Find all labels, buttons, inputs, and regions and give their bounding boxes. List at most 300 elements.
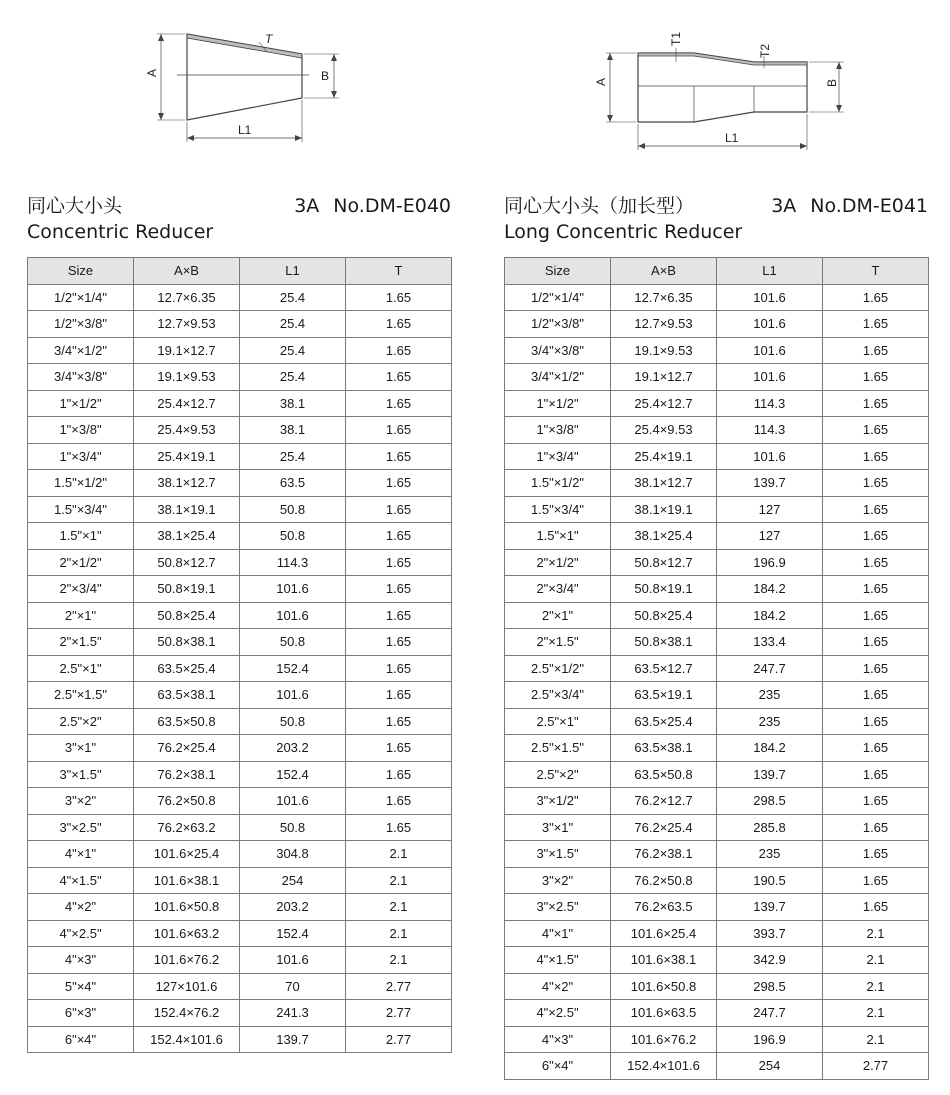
table-row — [28, 496, 452, 523]
cell-thickness: 1.65 — [823, 496, 929, 523]
cell-length: 133.4 — [717, 629, 823, 656]
cell-thickness: 2.1 — [346, 894, 452, 921]
cell-thickness: 1.65 — [346, 470, 452, 497]
table-row — [28, 311, 452, 338]
cell-size: 4"×1" — [28, 841, 134, 868]
table-row — [505, 337, 929, 364]
cell-thickness: 2.1 — [823, 1026, 929, 1053]
cell-size: 1"×3/4" — [28, 443, 134, 470]
cell-length: 63.5 — [240, 470, 346, 497]
cell-dimensions: 25.4×9.53 — [611, 417, 717, 444]
cell-length: 38.1 — [240, 390, 346, 417]
cell-dimensions: 127×101.6 — [134, 973, 240, 1000]
cell-thickness: 1.65 — [346, 735, 452, 762]
table-row — [28, 894, 452, 921]
table-row — [28, 947, 452, 974]
table-row — [28, 735, 452, 762]
cell-thickness: 1.65 — [346, 337, 452, 364]
cell-thickness: 1.65 — [823, 549, 929, 576]
cell-dimensions: 152.4×76.2 — [134, 1000, 240, 1027]
cell-thickness: 1.65 — [823, 443, 929, 470]
table-row — [505, 1053, 929, 1080]
cell-thickness: 1.65 — [346, 655, 452, 682]
cell-size: 1.5"×1" — [28, 523, 134, 550]
cell-dimensions: 38.1×19.1 — [134, 496, 240, 523]
cell-dimensions: 12.7×9.53 — [611, 311, 717, 338]
table-row — [505, 814, 929, 841]
table-row — [28, 549, 452, 576]
long-concentric-reducer-heading — [504, 194, 928, 245]
cell-dimensions: 63.5×19.1 — [611, 682, 717, 709]
cell-dimensions: 38.1×25.4 — [611, 523, 717, 550]
table-row — [28, 682, 452, 709]
cell-length: 247.7 — [717, 1000, 823, 1027]
table-row — [505, 867, 929, 894]
cell-thickness: 1.65 — [823, 576, 929, 603]
cell-dimensions: 12.7×9.53 — [134, 311, 240, 338]
cell-thickness: 2.1 — [823, 920, 929, 947]
title-en: Long Concentric Reducer — [504, 221, 743, 243]
table-row — [28, 920, 452, 947]
cell-dimensions: 25.4×9.53 — [134, 417, 240, 444]
table-row — [28, 788, 452, 815]
cell-size: 3"×2" — [28, 788, 134, 815]
long-concentric-reducer-drawing — [504, 18, 928, 163]
cell-dimensions: 50.8×19.1 — [134, 576, 240, 603]
cell-length: 190.5 — [717, 867, 823, 894]
cell-dimensions: 101.6×50.8 — [134, 894, 240, 921]
long-concentric-reducer-table — [504, 257, 929, 1080]
cell-thickness: 1.65 — [346, 761, 452, 788]
cell-size: 2"×1/2" — [28, 549, 134, 576]
cell-thickness: 1.65 — [823, 735, 929, 762]
cell-thickness: 1.65 — [823, 894, 929, 921]
cell-length: 50.8 — [240, 814, 346, 841]
cell-size: 3/4"×1/2" — [505, 364, 611, 391]
cell-length: 196.9 — [717, 549, 823, 576]
cell-length: 139.7 — [717, 894, 823, 921]
cell-length: 393.7 — [717, 920, 823, 947]
cell-size: 3/4"×3/8" — [505, 337, 611, 364]
cell-size: 4"×2" — [28, 894, 134, 921]
dim-label-a: A — [594, 77, 608, 86]
cell-dimensions: 76.2×12.7 — [611, 788, 717, 815]
cell-size: 2"×1/2" — [505, 549, 611, 576]
table-row — [505, 788, 929, 815]
cell-dimensions: 76.2×50.8 — [134, 788, 240, 815]
cell-dimensions: 25.4×12.7 — [134, 390, 240, 417]
title-cn: 同心大小头（加长型） — [504, 195, 695, 217]
cell-size: 2.5"×1.5" — [28, 682, 134, 709]
cell-dimensions: 152.4×101.6 — [134, 1026, 240, 1053]
product-code: No.DM-E040 — [333, 195, 451, 217]
cell-length: 139.7 — [717, 470, 823, 497]
table-row — [505, 682, 929, 709]
cell-thickness: 2.1 — [346, 867, 452, 894]
cell-thickness: 1.65 — [346, 364, 452, 391]
cell-dimensions: 76.2×63.5 — [611, 894, 717, 921]
cell-size: 2.5"×1/2" — [505, 655, 611, 682]
cell-size: 1/2"×3/8" — [505, 311, 611, 338]
table-row — [28, 1026, 452, 1053]
table-row — [28, 973, 452, 1000]
cell-length: 50.8 — [240, 496, 346, 523]
cell-length: 203.2 — [240, 894, 346, 921]
cell-size: 6"×4" — [28, 1026, 134, 1053]
cell-thickness: 1.65 — [346, 708, 452, 735]
cell-size: 1"×1/2" — [28, 390, 134, 417]
cell-dimensions: 63.5×38.1 — [134, 682, 240, 709]
cell-size: 1.5"×3/4" — [505, 496, 611, 523]
cell-dimensions: 19.1×12.7 — [134, 337, 240, 364]
cell-length: 127 — [717, 523, 823, 550]
cell-length: 139.7 — [240, 1026, 346, 1053]
cell-size: 1.5"×1" — [505, 523, 611, 550]
cell-dimensions: 76.2×50.8 — [611, 867, 717, 894]
col-header-dimensions: A×B — [134, 258, 240, 285]
cell-thickness: 1.65 — [823, 602, 929, 629]
table-row — [28, 390, 452, 417]
cell-length: 101.6 — [240, 947, 346, 974]
table-row — [28, 364, 452, 391]
cell-size: 1"×3/8" — [505, 417, 611, 444]
cell-length: 184.2 — [717, 735, 823, 762]
col-header-dimensions: A×B — [611, 258, 717, 285]
cell-length: 152.4 — [240, 655, 346, 682]
cell-length: 25.4 — [240, 311, 346, 338]
table-row — [28, 655, 452, 682]
cell-length: 114.3 — [717, 417, 823, 444]
dim-label-t1: T1 — [669, 31, 683, 46]
table-row — [505, 947, 929, 974]
cell-dimensions: 76.2×38.1 — [611, 841, 717, 868]
cell-thickness: 2.1 — [823, 973, 929, 1000]
cell-dimensions: 101.6×25.4 — [134, 841, 240, 868]
cell-length: 298.5 — [717, 788, 823, 815]
table-row — [505, 364, 929, 391]
table-row — [505, 390, 929, 417]
cell-size: 3"×2" — [505, 867, 611, 894]
cell-thickness: 1.65 — [823, 655, 929, 682]
cell-size: 3"×2.5" — [505, 894, 611, 921]
cell-size: 2"×1.5" — [28, 629, 134, 656]
product-code: No.DM-E041 — [810, 195, 928, 217]
cell-size: 3"×1.5" — [505, 841, 611, 868]
cell-thickness: 2.77 — [346, 1000, 452, 1027]
cell-length: 152.4 — [240, 920, 346, 947]
table-row — [505, 1000, 929, 1027]
cell-size: 4"×2.5" — [28, 920, 134, 947]
cell-dimensions: 12.7×6.35 — [134, 284, 240, 311]
long-concentric-reducer-svg — [504, 18, 928, 163]
cell-dimensions: 152.4×101.6 — [611, 1053, 717, 1080]
cell-thickness: 1.65 — [823, 629, 929, 656]
table-row — [505, 496, 929, 523]
table-row — [505, 311, 929, 338]
cell-length: 196.9 — [717, 1026, 823, 1053]
table-row — [28, 284, 452, 311]
table-row — [505, 894, 929, 921]
cell-dimensions: 38.1×25.4 — [134, 523, 240, 550]
cell-size: 2.5"×2" — [28, 708, 134, 735]
cell-dimensions: 50.8×38.1 — [611, 629, 717, 656]
cell-thickness: 1.65 — [346, 284, 452, 311]
cell-size: 2"×1" — [28, 602, 134, 629]
cell-size: 4"×2" — [505, 973, 611, 1000]
dim-label-a: A — [145, 68, 159, 77]
cell-length: 298.5 — [717, 973, 823, 1000]
table-row — [505, 549, 929, 576]
table-header-row — [505, 258, 929, 285]
cell-dimensions: 25.4×19.1 — [611, 443, 717, 470]
cell-size: 1"×3/8" — [28, 417, 134, 444]
cell-size: 3"×2.5" — [28, 814, 134, 841]
cell-dimensions: 76.2×25.4 — [611, 814, 717, 841]
cell-thickness: 2.77 — [823, 1053, 929, 1080]
cell-length: 25.4 — [240, 364, 346, 391]
cell-length: 304.8 — [240, 841, 346, 868]
cell-length: 235 — [717, 682, 823, 709]
cell-thickness: 1.65 — [346, 443, 452, 470]
dim-label-t: T — [265, 32, 273, 46]
table-row — [505, 655, 929, 682]
cell-size: 2"×3/4" — [505, 576, 611, 603]
cell-length: 184.2 — [717, 576, 823, 603]
cell-dimensions: 19.1×12.7 — [611, 364, 717, 391]
cell-length: 101.6 — [717, 364, 823, 391]
cell-size: 1.5"×3/4" — [28, 496, 134, 523]
cell-thickness: 2.1 — [823, 947, 929, 974]
cell-length: 50.8 — [240, 629, 346, 656]
cell-size: 3/4"×1/2" — [28, 337, 134, 364]
table-row — [505, 417, 929, 444]
cell-length: 50.8 — [240, 708, 346, 735]
cell-dimensions: 19.1×9.53 — [134, 364, 240, 391]
col-header-size: Size — [28, 258, 134, 285]
cell-dimensions: 50.8×19.1 — [611, 576, 717, 603]
dim-label-t2: T2 — [758, 43, 772, 58]
cell-dimensions: 25.4×19.1 — [134, 443, 240, 470]
cell-dimensions: 50.8×12.7 — [134, 549, 240, 576]
cell-size: 2.5"×1" — [28, 655, 134, 682]
cell-size: 3"×1" — [505, 814, 611, 841]
cell-thickness: 2.77 — [346, 973, 452, 1000]
col-header-size: Size — [505, 258, 611, 285]
cell-size: 1"×1/2" — [505, 390, 611, 417]
grade-label: 3A — [771, 195, 797, 217]
table-row — [505, 523, 929, 550]
table-header-row — [28, 258, 452, 285]
cell-size: 1/2"×1/4" — [505, 284, 611, 311]
cell-thickness: 2.1 — [346, 920, 452, 947]
cell-size: 2"×3/4" — [28, 576, 134, 603]
cell-thickness: 1.65 — [823, 364, 929, 391]
dim-label-b: B — [825, 78, 839, 87]
cell-thickness: 1.65 — [346, 788, 452, 815]
cell-length: 101.6 — [240, 682, 346, 709]
cell-dimensions: 101.6×76.2 — [611, 1026, 717, 1053]
cell-length: 101.6 — [717, 443, 823, 470]
concentric-reducer-table — [27, 257, 452, 1053]
cell-length: 25.4 — [240, 284, 346, 311]
cell-thickness: 1.65 — [823, 311, 929, 338]
cell-thickness: 2.1 — [823, 1000, 929, 1027]
cell-length: 203.2 — [240, 735, 346, 762]
cell-dimensions: 101.6×50.8 — [611, 973, 717, 1000]
table-row — [505, 576, 929, 603]
cell-dimensions: 50.8×12.7 — [611, 549, 717, 576]
cell-length: 235 — [717, 841, 823, 868]
col-header-length: L1 — [240, 258, 346, 285]
cell-size: 3"×1.5" — [28, 761, 134, 788]
cell-length: 254 — [717, 1053, 823, 1080]
table-row — [28, 470, 452, 497]
cell-dimensions: 63.5×25.4 — [611, 708, 717, 735]
cell-dimensions: 63.5×50.8 — [611, 761, 717, 788]
table-row — [28, 629, 452, 656]
cell-dimensions: 63.5×50.8 — [134, 708, 240, 735]
cell-dimensions: 38.1×12.7 — [611, 470, 717, 497]
cell-thickness: 1.65 — [823, 337, 929, 364]
cell-thickness: 1.65 — [346, 629, 452, 656]
cell-length: 50.8 — [240, 523, 346, 550]
cell-size: 2.5"×1" — [505, 708, 611, 735]
table-row — [28, 814, 452, 841]
cell-dimensions: 63.5×12.7 — [611, 655, 717, 682]
table-row — [505, 761, 929, 788]
cell-size: 6"×4" — [505, 1053, 611, 1080]
cell-size: 4"×1" — [505, 920, 611, 947]
cell-length: 25.4 — [240, 337, 346, 364]
table-row — [28, 602, 452, 629]
table-row — [28, 1000, 452, 1027]
table-row — [28, 523, 452, 550]
cell-size: 2.5"×1.5" — [505, 735, 611, 762]
cell-size: 1.5"×1/2" — [28, 470, 134, 497]
cell-length: 285.8 — [717, 814, 823, 841]
cell-thickness: 1.65 — [823, 841, 929, 868]
cell-dimensions: 50.8×25.4 — [134, 602, 240, 629]
dim-label-l1: L1 — [725, 131, 739, 145]
table-row — [505, 443, 929, 470]
table-row — [505, 1026, 929, 1053]
table-row — [505, 470, 929, 497]
cell-dimensions: 101.6×38.1 — [134, 867, 240, 894]
cell-dimensions: 101.6×63.2 — [134, 920, 240, 947]
cell-thickness: 1.65 — [346, 417, 452, 444]
col-header-thickness: T — [346, 258, 452, 285]
cell-dimensions: 101.6×38.1 — [611, 947, 717, 974]
cell-length: 101.6 — [240, 788, 346, 815]
cell-size: 2.5"×3/4" — [505, 682, 611, 709]
cell-dimensions: 38.1×12.7 — [134, 470, 240, 497]
cell-length: 342.9 — [717, 947, 823, 974]
cell-thickness: 1.65 — [346, 496, 452, 523]
cell-size: 2"×1.5" — [505, 629, 611, 656]
cell-length: 25.4 — [240, 443, 346, 470]
cell-length: 38.1 — [240, 417, 346, 444]
table-row — [28, 417, 452, 444]
table-row — [28, 867, 452, 894]
cell-length: 184.2 — [717, 602, 823, 629]
cell-thickness: 1.65 — [346, 576, 452, 603]
cell-thickness: 1.65 — [346, 549, 452, 576]
cell-size: 3"×1" — [28, 735, 134, 762]
cell-size: 5"×4" — [28, 973, 134, 1000]
cell-dimensions: 12.7×6.35 — [611, 284, 717, 311]
cell-thickness: 1.65 — [346, 602, 452, 629]
cell-size: 4"×2.5" — [505, 1000, 611, 1027]
table-row — [28, 841, 452, 868]
cell-dimensions: 38.1×19.1 — [611, 496, 717, 523]
cell-length: 235 — [717, 708, 823, 735]
table-row — [505, 920, 929, 947]
cell-length: 254 — [240, 867, 346, 894]
col-header-thickness: T — [823, 258, 929, 285]
cell-length: 101.6 — [717, 337, 823, 364]
cell-thickness: 1.65 — [823, 284, 929, 311]
cell-dimensions: 101.6×63.5 — [611, 1000, 717, 1027]
cell-thickness: 2.1 — [346, 841, 452, 868]
concentric-reducer-svg — [27, 18, 451, 163]
table-row — [28, 443, 452, 470]
cell-size: 1/2"×1/4" — [28, 284, 134, 311]
cell-length: 101.6 — [717, 284, 823, 311]
cell-size: 2"×1" — [505, 602, 611, 629]
cell-size: 4"×3" — [28, 947, 134, 974]
cell-dimensions: 63.5×38.1 — [611, 735, 717, 762]
cell-size: 4"×1.5" — [28, 867, 134, 894]
cell-dimensions: 101.6×76.2 — [134, 947, 240, 974]
cell-thickness: 1.65 — [823, 390, 929, 417]
cell-thickness: 1.65 — [823, 708, 929, 735]
cell-thickness: 1.65 — [346, 523, 452, 550]
cell-thickness: 2.77 — [346, 1026, 452, 1053]
cell-length: 101.6 — [240, 602, 346, 629]
concentric-reducer-drawing — [27, 18, 451, 163]
cell-dimensions: 19.1×9.53 — [611, 337, 717, 364]
cell-dimensions: 50.8×38.1 — [134, 629, 240, 656]
cell-size: 2.5"×2" — [505, 761, 611, 788]
dim-label-l1: L1 — [238, 123, 252, 137]
cell-dimensions: 25.4×12.7 — [611, 390, 717, 417]
table-row — [28, 576, 452, 603]
cell-thickness: 1.65 — [823, 682, 929, 709]
cell-length: 247.7 — [717, 655, 823, 682]
cell-thickness: 1.65 — [346, 390, 452, 417]
cell-dimensions: 63.5×25.4 — [134, 655, 240, 682]
cell-thickness: 1.65 — [823, 417, 929, 444]
col-header-length: L1 — [717, 258, 823, 285]
grade-label: 3A — [294, 195, 320, 217]
cell-thickness: 1.65 — [823, 814, 929, 841]
cell-thickness: 1.65 — [823, 867, 929, 894]
table-row — [28, 708, 452, 735]
table-row — [28, 337, 452, 364]
cell-length: 70 — [240, 973, 346, 1000]
table-row — [28, 761, 452, 788]
cell-size: 1.5"×1/2" — [505, 470, 611, 497]
cell-size: 1"×3/4" — [505, 443, 611, 470]
cell-thickness: 1.65 — [823, 470, 929, 497]
cell-dimensions: 76.2×25.4 — [134, 735, 240, 762]
cell-dimensions: 76.2×63.2 — [134, 814, 240, 841]
dim-label-b: B — [321, 69, 330, 83]
table-row — [505, 973, 929, 1000]
cell-length: 139.7 — [717, 761, 823, 788]
title-en: Concentric Reducer — [27, 221, 214, 243]
cell-dimensions: 101.6×25.4 — [611, 920, 717, 947]
